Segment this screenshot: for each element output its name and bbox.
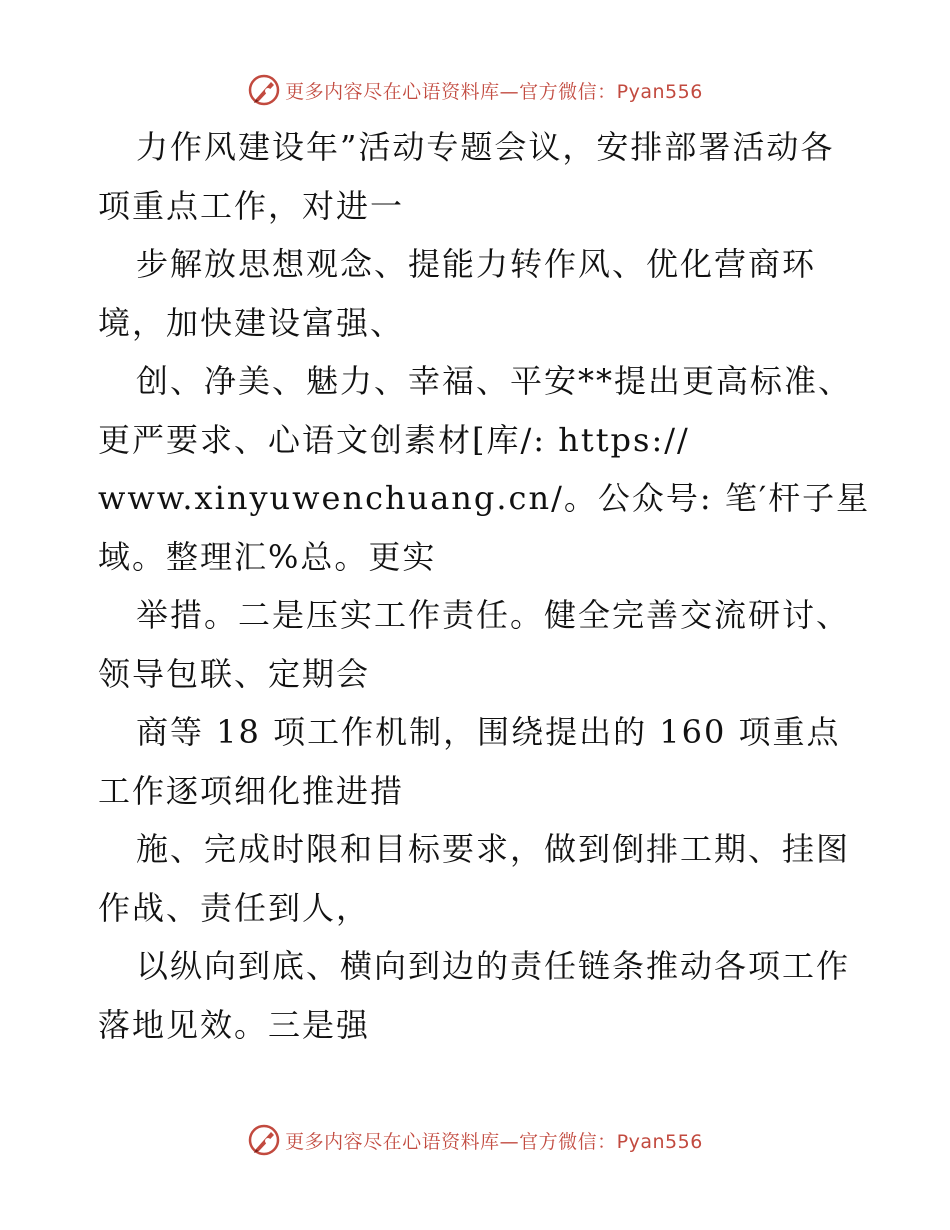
text-line: 步解放思想观念、提能力转作风、优化营商环 <box>136 245 817 283</box>
pen-logo-icon <box>247 73 281 107</box>
text-line: 境，加快建设富强、 <box>98 303 405 342</box>
text-line: 落地见效。三是强 <box>98 1005 371 1044</box>
text-line: 施、完成时限和目标要求，做到倒排工期、挂图 <box>136 830 851 868</box>
text-line: 力作风建设年”活动专题会议，安排部署活动各 <box>136 128 835 166</box>
header-banner-text: 更多内容尽在心语资料库—官方微信：Pyan556 <box>285 80 703 103</box>
footer-banner <box>0 1122 950 1158</box>
pen-logo-icon <box>247 1123 281 1157</box>
footer-banner-text: 更多内容尽在心语资料库—官方微信：Pyan556 <box>285 1130 703 1153</box>
text-line: 更严要求、心语文创素材[库/: https:// <box>98 420 690 459</box>
text-line: 商等 18 项工作机制，围绕提出的 160 项重点 <box>136 713 841 751</box>
text-line: www.xinyuwenchuang.cn/。公众号: 笔′杆子星 <box>98 479 871 517</box>
text-line: 项重点工作，对进一 <box>98 186 405 225</box>
text-line: 域。整理汇%总。更实 <box>98 537 437 576</box>
document-body <box>98 118 871 1054</box>
text-line: 以纵向到底、横向到边的责任链条推动各项工作 <box>136 947 851 985</box>
text-line: 举措。二是压实工作责任。健全完善交流研讨、 <box>136 596 851 634</box>
text-line: 工作逐项细化推进措 <box>98 771 405 810</box>
text-line: 作战、责任到人， <box>98 888 371 927</box>
text-line: 领导包联、定期会 <box>98 654 371 693</box>
text-line: 创、净美、魅力、幸福、平安**提出更高标准、 <box>136 362 853 400</box>
header-banner <box>0 72 950 108</box>
